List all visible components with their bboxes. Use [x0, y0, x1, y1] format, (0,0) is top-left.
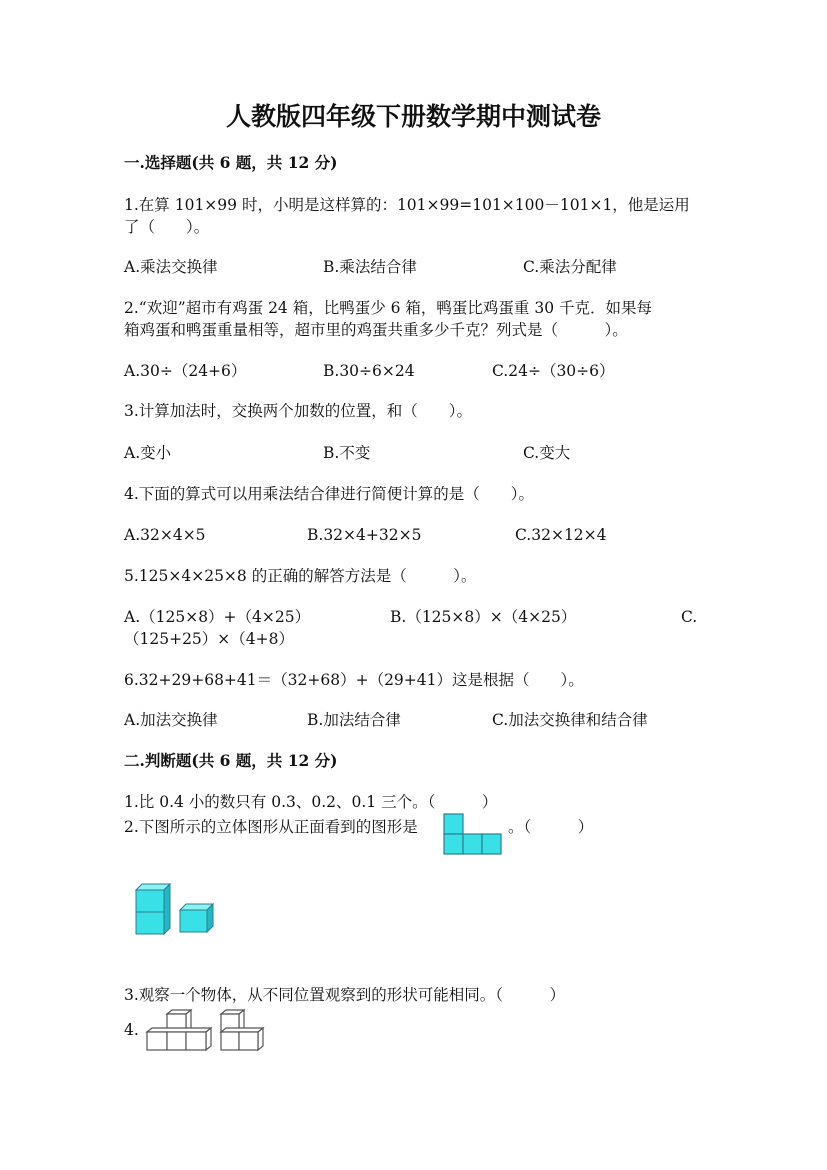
tf2-text: 2.下图所示的立体图形从正面看到的图形是 — [124, 818, 418, 836]
q5-line1: 5.125×4×25×8 的正确的解答方法是（ ）。 — [124, 567, 477, 585]
q4-option-c: C.32×12×4 — [515, 526, 607, 544]
section2-heading: 二.判断题(共 6 题，共 12 分) — [124, 751, 338, 770]
q1-line2: 了（ ）。 — [124, 218, 210, 236]
front-view-figure — [443, 813, 503, 855]
q6-line1: 6.32+29+68+41＝（32+68）+（29+41）这是根据（ ）。 — [124, 671, 584, 689]
tf2-text-tail: 。（ ） — [508, 818, 594, 836]
q6-option-b: B.加法结合律 — [307, 711, 401, 729]
q3-line1: 3.计算加法时，交换两个加数的位置，和（ ）。 — [124, 402, 473, 420]
q4-line1: 4.下面的算式可以用乘法结合律进行简便计算的是（ ）。 — [124, 485, 535, 503]
q2-option-c: C.24÷（30÷6） — [492, 362, 615, 380]
q1-option-a: A.乘法交换律 — [124, 258, 218, 276]
q2-option-a: A.30÷（24+6） — [124, 362, 247, 380]
q5-option-b: B.（125×8）×（4×25） — [390, 608, 577, 626]
q2-option-b: B.30÷6×24 — [323, 362, 415, 380]
tf1-text: 1.比 0.4 小的数只有 0.3、0.2、0.1 三个。（ ） — [124, 793, 498, 811]
q3-option-b: B.不变 — [323, 444, 371, 462]
q5-option-c: （125+25）×（4+8） — [124, 630, 294, 648]
q3-option-c: C.变大 — [523, 444, 571, 462]
tf4-text: 4. — [124, 1021, 139, 1039]
q6-option-c: C.加法交换律和结合律 — [492, 711, 648, 729]
q5-option-c-label: C. — [681, 608, 698, 626]
q3-option-a: A.变小 — [124, 444, 172, 462]
q2-line2: 箱鸡蛋和鸭蛋重量相等，超市里的鸡蛋共重多少千克？列式是（ ）。 — [124, 321, 628, 339]
q2-line1: 2.“欢迎”超市有鸡蛋 24 箱，比鸭蛋少 6 箱，鸭蛋比鸡蛋重 30 千克．如果每 — [124, 299, 653, 317]
section1-heading: 一.选择题(共 6 题，共 12 分) — [124, 153, 338, 172]
q1-line1: 1.在算 101×99 时，小明是这样算的：101×99=101×100－101×1，他是运用 — [124, 196, 690, 214]
q1-option-c: C.乘法分配律 — [523, 258, 617, 276]
q4-option-b: B.32×4+32×5 — [307, 526, 422, 544]
q1-option-b: B.乘法结合律 — [323, 258, 417, 276]
q6-option-a: A.加法交换律 — [124, 711, 218, 729]
cubes-figure — [134, 882, 218, 938]
page-title: 人教版四年级下册数学期中测试卷 — [225, 102, 601, 131]
tf3-text: 3.观察一个物体，从不同位置观察到的形状可能相同。（ ） — [124, 986, 566, 1004]
outline-cubes-figure — [145, 1008, 267, 1054]
q4-option-a: A.32×4×5 — [124, 526, 206, 544]
q5-option-a: A.（125×8）+（4×25） — [124, 608, 311, 626]
